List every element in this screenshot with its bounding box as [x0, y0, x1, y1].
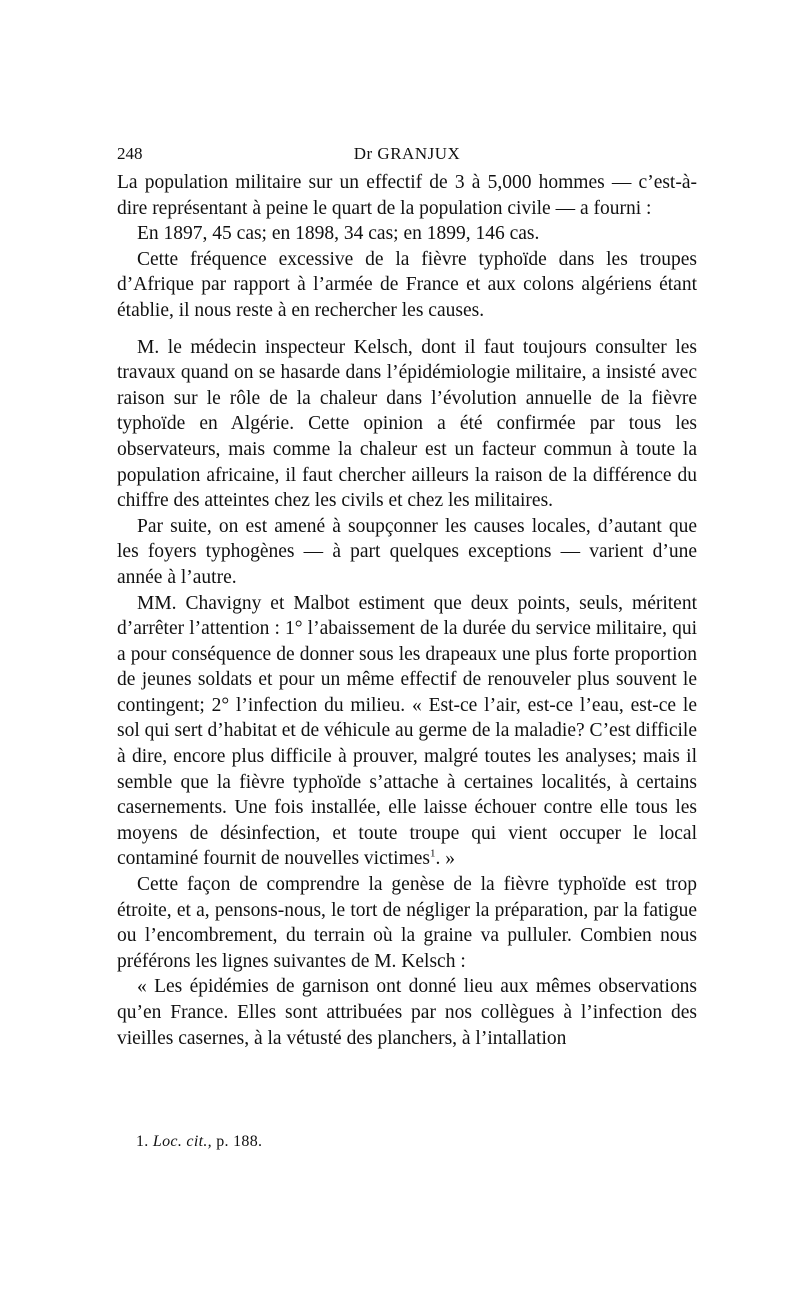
paragraph-text: MM. Chavigny et Malbot estiment que deux points, seuls, méritent d’arrêter l’attention : 1° l’abaissement de la durée du service militaire, qui a pour conséquence de donner sous les drapeaux une plus forte proportion de jeunes soldats et pour un même effectif de renouveler plus souvent le contingent; 2° l’infection du milieu. « Est-ce l’air, est-ce l’eau, est-ce le sol qui sert d’habitat et de véhicule au germe de la maladie? C’est difficile à dire, encore plus difficile à prouver, malgré toutes les analyses; mais il semble que la fièvre typhoïde s’attache à certaines localités, à certains casernements. Une fois installée, elle laisse échouer contre elle tous les moyens de désinfection, et toute troupe qui vient occuper le local contaminé fournit de nouvelles victimes [117, 592, 697, 870]
page-content [117, 144, 697, 1051]
footnote-citation: Loc. cit., [152, 1133, 212, 1150]
paragraph: La population militaire sur un effectif de 3 à 5,000 hommes — c’est-à-dire représentant à peine le quart de la population civile — a fourni : [117, 172, 697, 219]
footnote-number: 1. [136, 1133, 149, 1150]
footnote-page: p. 188. [216, 1133, 263, 1150]
body-text [117, 170, 697, 1051]
paragraph: En 1897, 45 cas; en 1898, 34 cas; en 1899, 146 cas. [137, 223, 540, 245]
paragraph: « Les épidémies de garnison ont donné lieu aux mêmes observations qu’en France. Elles sont attribuées par nos collègues à l’infection des vieilles casernes, à la vétusté des planchers, à l’intallation [117, 976, 697, 1049]
running-head: Dr GRANJUX [353, 144, 461, 163]
paragraph-with-footnote-ref [117, 591, 697, 873]
page-header [117, 144, 697, 170]
paragraph: Cette façon de comprendre la genèse de la fièvre typhoïde est trop étroite, et a, pensons-nous, le tort de négliger la préparation, par la fatigue ou l’encombrement, du terrain où la graine va pulluler. Combien nous préférons les lignes suivantes de M. Kelsch : [117, 874, 697, 972]
footnote [136, 1133, 262, 1151]
paragraph: Cette fréquence excessive de la fièvre typhoïde dans les troupes d’Afrique par rapport à l’armée de France et aux colons algériens étant établie, il nous reste à en rechercher les causes. [117, 248, 697, 321]
paragraph: Par suite, on est amené à soupçonner les causes locales, d’autant que les foyers typhogènes — à part quelques exceptions — varient d’une année à l’autre. [117, 515, 697, 588]
footnote-reference: 1 [430, 847, 436, 860]
paragraph: M. le médecin inspecteur Kelsch, dont il faut toujours consulter les travaux quand on se hasarde dans l’épidémiologie militaire, a insisté avec raison sur le rôle de la chaleur dans l’évolution annuelle de la fièvre typhoïde en Algérie. Cette opinion a été confirmée par tous les observateurs, mais comme la chaleur est un facteur commun à toute la population africaine, il faut chercher ailleurs la raison de la différence du chiffre des atteintes chez les civils et chez les militaires. [117, 336, 697, 512]
quote-close: . » [435, 848, 455, 870]
page-number: 248 [117, 144, 143, 163]
